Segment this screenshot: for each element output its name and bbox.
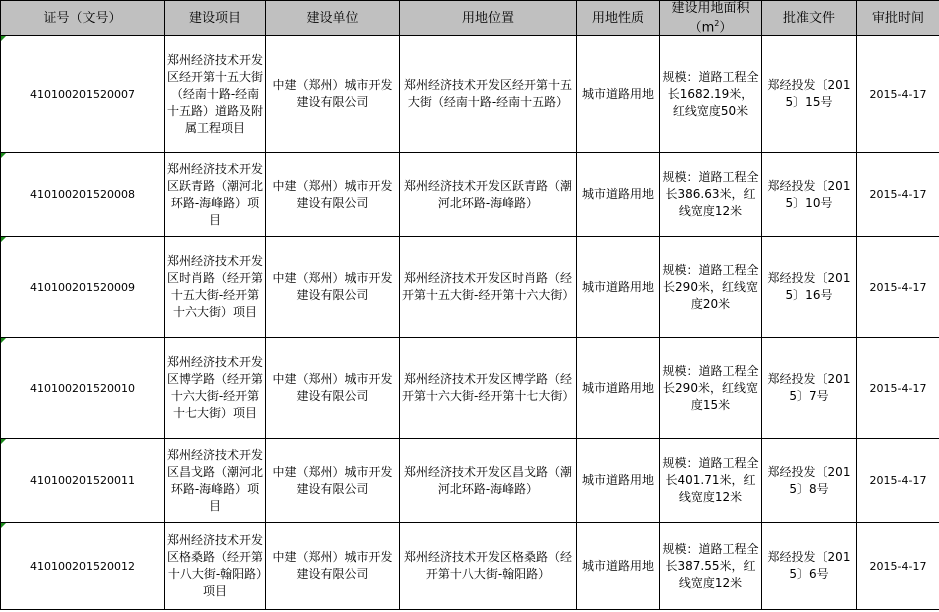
date-cell[interactable]: 2015-4-17 [857,153,939,237]
location-cell[interactable]: 郑州经济技术开发区经开第十五大街（经南十路-经南十五路） [400,36,577,153]
header-land-type: 用地性质 [577,1,660,36]
project-cell[interactable]: 郑州经济技术开发区格桑路（经开第十八大街-翰阳路）项目 [165,523,266,610]
project-cell[interactable]: 郑州经济技术开发区博学路（经开第十六大街-经开第十七大街）项目 [165,338,266,439]
header-area-prefix: 建设用地面积（ [671,1,750,36]
error-indicator-icon [1,237,6,242]
header-area [660,1,762,36]
table-row[interactable] [1,153,939,237]
error-indicator-icon [1,439,6,444]
project-cell[interactable]: 郑州经济技术开发区跃青路（潮河北环路-海峰路）项目 [165,153,266,237]
cert-no-text: 410100201520010 [30,381,135,395]
cert-no-cell[interactable] [1,153,165,237]
error-indicator-icon [1,153,6,158]
location-cell[interactable]: 郑州经济技术开发区格桑路（经开第十八大街-翰阳路） [400,523,577,610]
header-row [1,1,939,36]
project-cell[interactable]: 郑州经济技术开发区昌戈路（潮河北环路-海峰路）项目 [165,439,266,523]
land-type-cell[interactable]: 城市道路用地 [577,36,660,153]
date-cell[interactable]: 2015-4-17 [857,523,939,610]
header-area-suffix: ） [719,20,733,36]
land-type-cell[interactable]: 城市道路用地 [577,237,660,338]
area-cell[interactable]: 规模：道路工程全长386.63米，红线宽度12米 [660,153,762,237]
approval-cell[interactable]: 郑经投发〔2015〕16号 [762,237,857,338]
cert-no-cell[interactable] [1,338,165,439]
approval-cell[interactable]: 郑经投发〔2015〕8号 [762,439,857,523]
error-indicator-icon [1,523,6,528]
approval-cell[interactable]: 郑经投发〔2015〕15号 [762,36,857,153]
table-row[interactable] [1,523,939,610]
location-cell[interactable]: 郑州经济技术开发区跃青路（潮河北环路-海峰路） [400,153,577,237]
table-row[interactable] [1,237,939,338]
table-row[interactable] [1,338,939,439]
unit-cell[interactable]: 中建（郑州）城市开发建设有限公司 [266,153,400,237]
area-cell[interactable]: 规模：道路工程全长1682.19米，红线宽度50米 [660,36,762,153]
area-cell[interactable]: 规模：道路工程全长290米，红线宽度20米 [660,237,762,338]
project-cell[interactable]: 郑州经济技术开发区时肖路（经开第十五大街-经开第十六大街）项目 [165,237,266,338]
approval-cell[interactable]: 郑经投发〔2015〕6号 [762,523,857,610]
unit-cell[interactable]: 中建（郑州）城市开发建设有限公司 [266,439,400,523]
unit-cell[interactable]: 中建（郑州）城市开发建设有限公司 [266,237,400,338]
header-area-sup: 2 [714,19,720,28]
cert-no-cell[interactable] [1,439,165,523]
approval-cell[interactable]: 郑经投发〔2015〕7号 [762,338,857,439]
land-type-cell[interactable]: 城市道路用地 [577,338,660,439]
location-cell[interactable]: 郑州经济技术开发区昌戈路（潮河北环路-海峰路） [400,439,577,523]
date-cell[interactable]: 2015-4-17 [857,338,939,439]
cert-no-text: 410100201520012 [30,559,135,573]
unit-cell[interactable]: 中建（郑州）城市开发建设有限公司 [266,523,400,610]
header-location: 用地位置 [400,1,577,36]
location-cell[interactable]: 郑州经济技术开发区博学路（经开第十六大街-经开第十七大街） [400,338,577,439]
approval-cell[interactable]: 郑经投发〔2015〕10号 [762,153,857,237]
header-unit: 建设单位 [266,1,400,36]
table-row[interactable] [1,36,939,153]
area-cell[interactable]: 规模：道路工程全长387.55米，红线宽度12米 [660,523,762,610]
header-date: 审批时间 [857,1,939,36]
land-type-cell[interactable]: 城市道路用地 [577,153,660,237]
date-cell[interactable]: 2015-4-17 [857,439,939,523]
unit-cell[interactable]: 中建（郑州）城市开发建设有限公司 [266,338,400,439]
date-cell[interactable]: 2015-4-17 [857,36,939,153]
table-row[interactable] [1,439,939,523]
cert-no-text: 410100201520007 [30,87,135,101]
error-indicator-icon [1,338,6,343]
area-cell[interactable]: 规模：道路工程全长401.71米，红线宽度12米 [660,439,762,523]
cert-no-text: 410100201520008 [30,188,135,202]
header-project: 建设项目 [165,1,266,36]
header-area-unit: m [701,20,715,36]
date-cell[interactable]: 2015-4-17 [857,237,939,338]
project-cell[interactable]: 郑州经济技术开发区经开第十五大街（经南十路-经南十五路）道路及附属工程项目 [165,36,266,153]
cert-no-cell[interactable] [1,237,165,338]
header-approval: 批准文件 [762,1,857,36]
cert-no-cell[interactable] [1,523,165,610]
header-cert-no: 证号（文号） [1,1,165,36]
land-type-cell[interactable]: 城市道路用地 [577,439,660,523]
cert-no-text: 410100201520009 [30,280,135,294]
error-indicator-icon [1,36,6,41]
land-type-cell[interactable]: 城市道路用地 [577,523,660,610]
unit-cell[interactable]: 中建（郑州）城市开发建设有限公司 [266,36,400,153]
cert-no-cell[interactable] [1,36,165,153]
location-cell[interactable]: 郑州经济技术开发区时肖路（经开第十五大街-经开第十六大街） [400,237,577,338]
cert-no-text: 410100201520011 [30,474,135,488]
area-cell[interactable]: 规模：道路工程全长290米，红线宽度15米 [660,338,762,439]
